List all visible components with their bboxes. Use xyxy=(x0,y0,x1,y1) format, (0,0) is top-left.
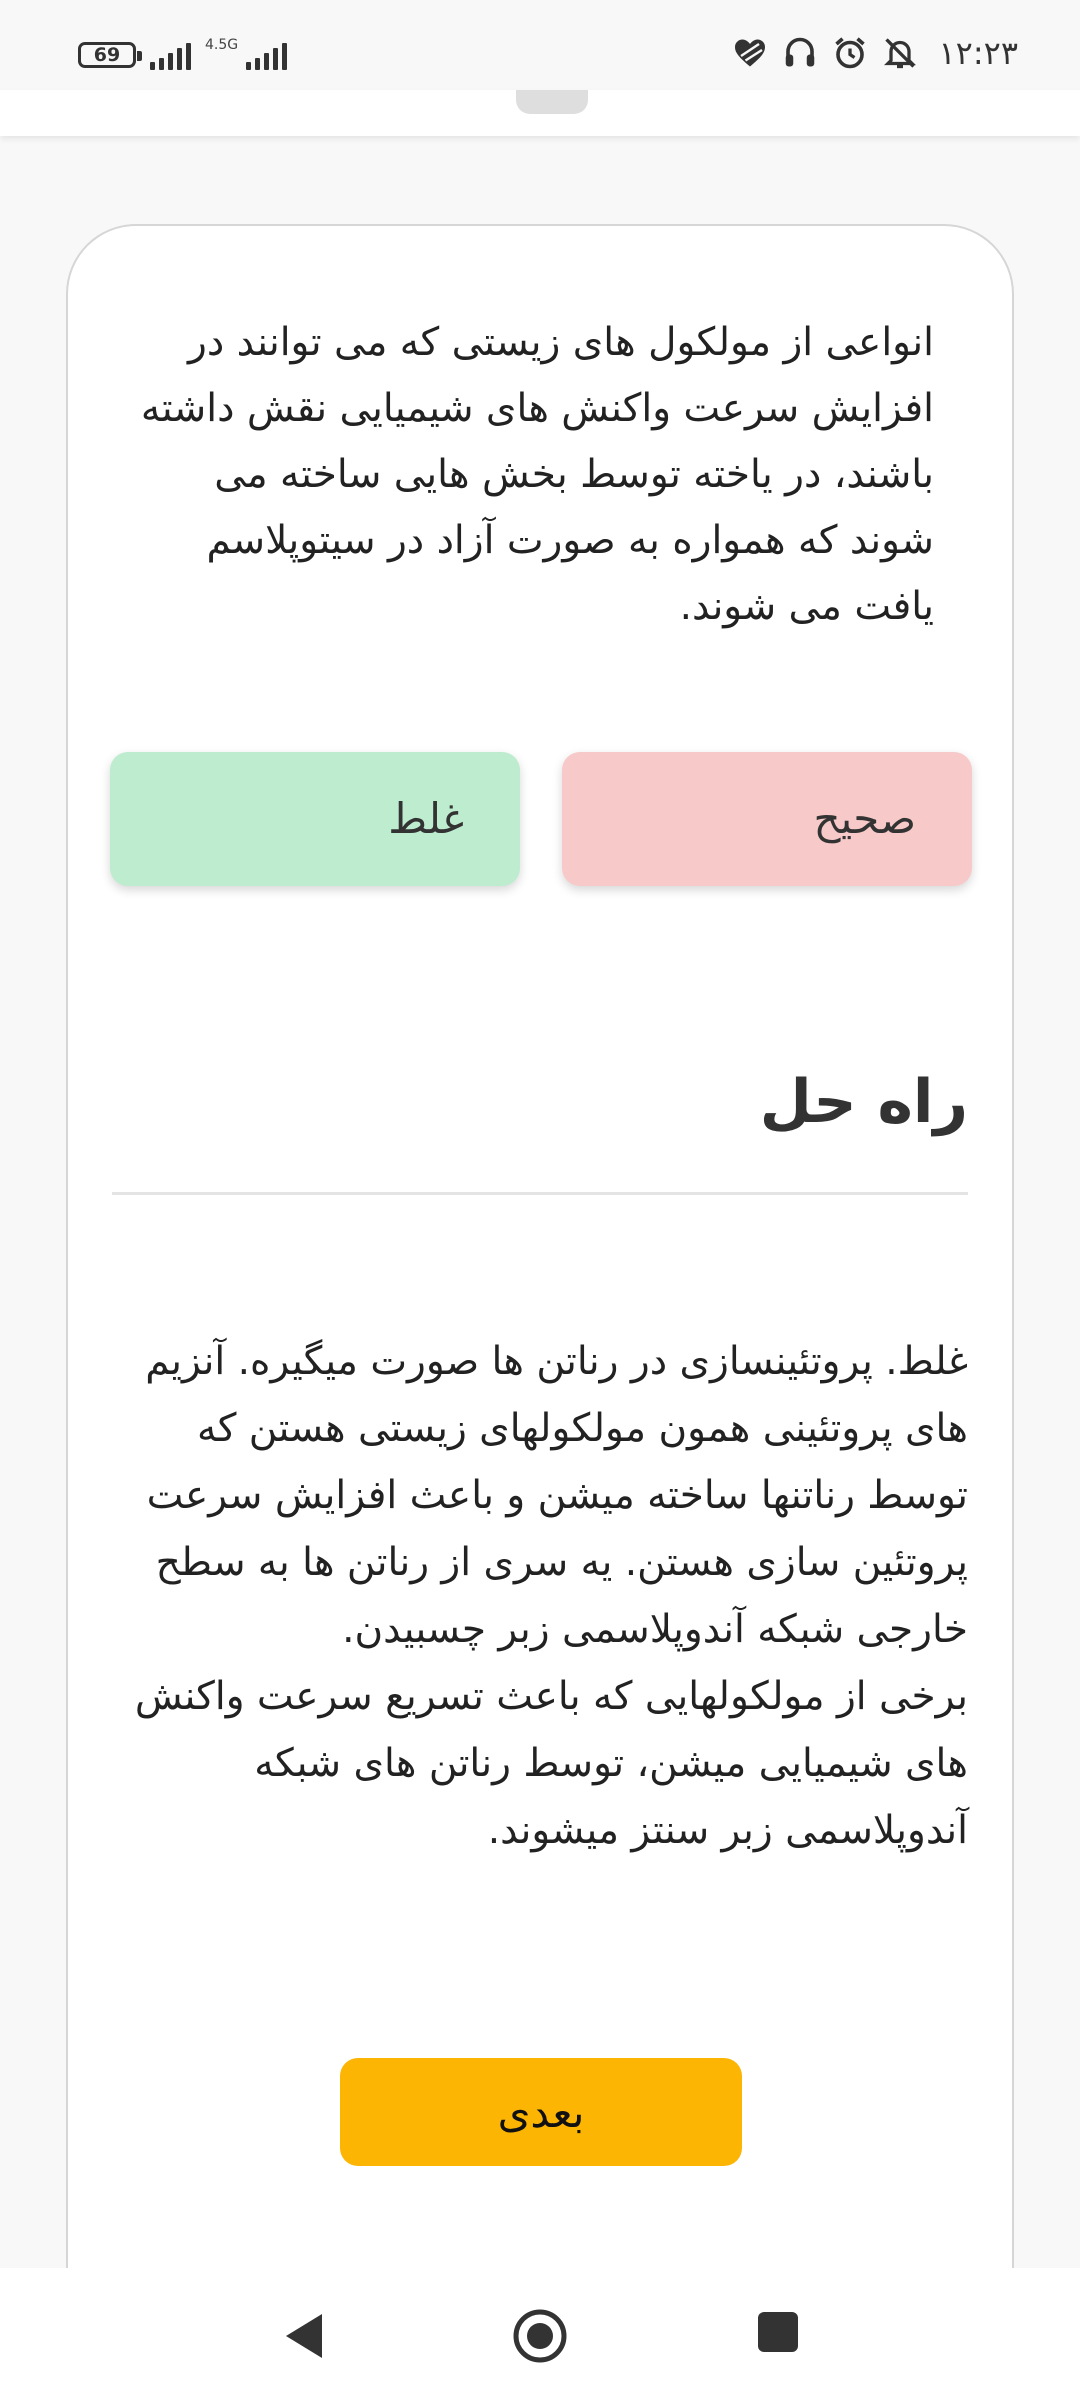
status-right xyxy=(732,34,1018,72)
next-button[interactable]: بعدی xyxy=(340,2058,742,2166)
status-time: ۱۲:۲۳ xyxy=(938,34,1018,72)
battery-level: 69 xyxy=(93,44,121,66)
false-answer-button[interactable]: غلط xyxy=(110,752,520,886)
alarm-icon xyxy=(832,35,868,71)
back-icon[interactable] xyxy=(282,2312,326,2360)
divider xyxy=(112,1192,968,1195)
navigation-bar xyxy=(0,2268,1080,2400)
status-left xyxy=(78,37,287,70)
true-answer-button[interactable]: صحیح xyxy=(562,752,972,886)
bell-off-icon xyxy=(882,35,918,71)
headset-icon xyxy=(782,35,818,71)
solution-title: راه حل xyxy=(759,1067,968,1137)
status-bar xyxy=(0,0,1080,90)
heart-icon xyxy=(732,35,768,71)
home-icon[interactable] xyxy=(512,2308,568,2364)
recent-apps-icon[interactable] xyxy=(758,2312,798,2352)
question-text: انواعی از مولکول های زیستی که می توانند در افزایش سرعت واکنش های شیمیایی نقش داشته باشند، در یاخته توسط بخش هایی ساخته می شوند که همواره به صورت آزاد در سیتوپلاسم یافت می شوند. xyxy=(140,320,934,629)
battery-icon xyxy=(78,42,136,68)
drag-handle[interactable] xyxy=(516,90,588,114)
solution-text: غلط. پروتئینسازی در رناتن ها صورت میگیره. آنزیم های پروتئینی همون مولکولهای زیستی هستن که توسط رناتنها ساخته میشن و باعث افزایش سرعت پروتئین سازی هستن. یه سری از رناتن ها به سطح خارجی شبکه آندوپلاسمی زبر چسبیدن. برخی از مولکولهایی که باعث تسریع سرعت واکنش های شیمیایی میشن، توسط رناتن های شبکه آندوپلاسمی زبر سنتز میشوند. xyxy=(134,1339,968,1853)
network-type: 4.5G xyxy=(205,37,239,53)
signal-icon-2 xyxy=(246,40,287,70)
signal-icon xyxy=(150,40,191,70)
